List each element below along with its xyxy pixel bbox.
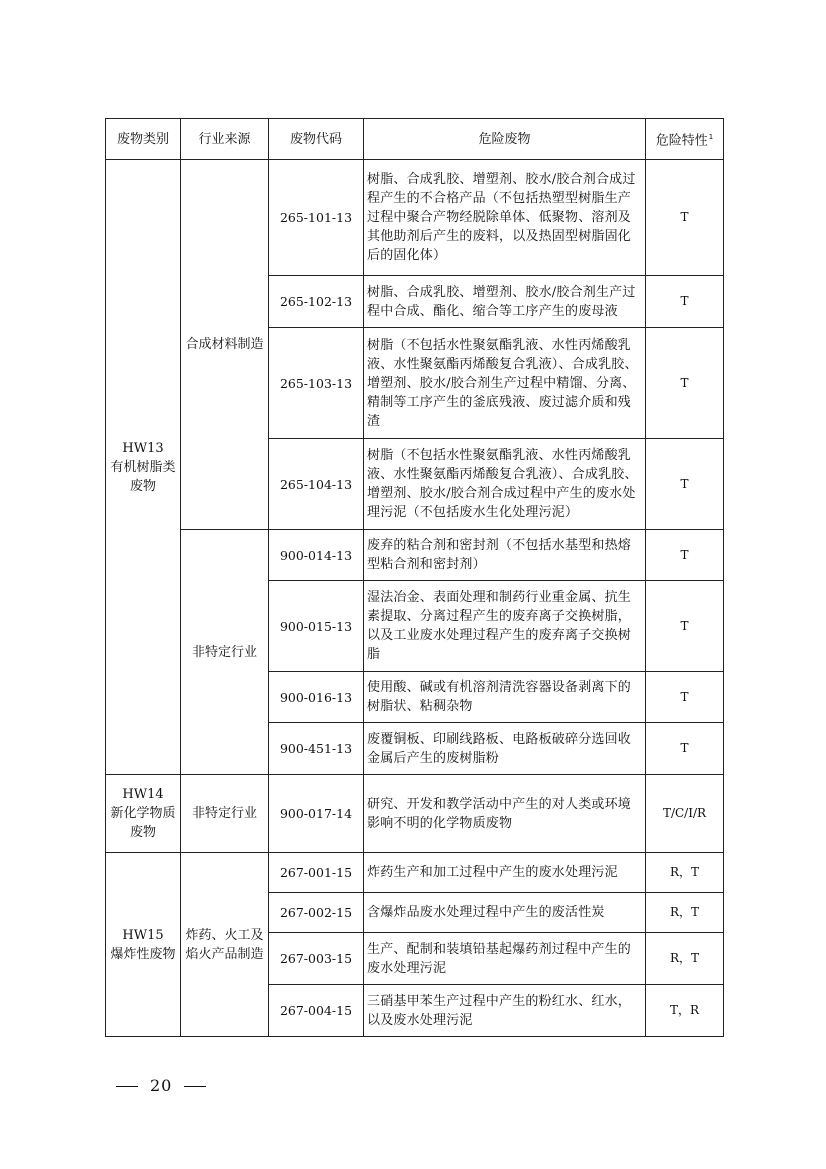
industry-cell: 合成材料制造 [181, 160, 269, 530]
header-industry: 行业来源 [181, 119, 269, 160]
waste-description: 湿法冶金、表面处理和制药行业重金属、抗生素提取、分离过程产生的废弃离子交换树脂，以及工业废水处理过程产生的废弃离子交换树脂 [364, 581, 646, 672]
waste-description: 研究、开发和教学活动中产生的对人类或环境影响不明的化学物质废物 [364, 775, 646, 853]
category-code: HW15 [122, 927, 164, 943]
header-characteristic-label: 危险特性 [655, 133, 708, 149]
header-category: 废物类别 [106, 119, 181, 160]
page-number-value: 20 [150, 1076, 173, 1095]
header-characteristic [646, 119, 724, 160]
waste-description: 使用酸、碱或有机溶剂清洗容器设备剥离下的树脂状、粘稠杂物 [364, 672, 646, 723]
hazard-characteristic: T [646, 276, 724, 328]
hazard-characteristic: T [646, 439, 724, 530]
table-header-row [106, 119, 724, 160]
hazard-characteristic: T [646, 723, 724, 775]
waste-description: 树脂、合成乳胶、增塑剂、胶水/胶合剂合成过程产生的不合格产品（不包括热塑型树脂生产过程中聚合产物经脱除单体、低聚物、溶剂及其他助剂后产生的废料，以及热固型树脂固化后的固化体） [364, 160, 646, 276]
header-waste: 危险废物 [364, 119, 646, 160]
hazard-characteristic: R，T [646, 933, 724, 985]
category-name: 有机树脂类 [110, 459, 176, 475]
header-code: 废物代码 [269, 119, 364, 160]
category-code: HW13 [122, 440, 164, 456]
waste-description: 树脂、合成乳胶、增塑剂、胶水/胶合剂生产过程中合成、酯化、缩合等工序产生的废母液 [364, 276, 646, 328]
waste-code: 265-103-13 [269, 328, 364, 439]
category-cell-hw15 [106, 853, 181, 1037]
waste-code: 267-001-15 [269, 853, 364, 893]
waste-code: 265-102-13 [269, 276, 364, 328]
waste-code: 265-101-13 [269, 160, 364, 276]
waste-code: 900-017-14 [269, 775, 364, 853]
waste-description: 生产、配制和装填铅基起爆药剂过程中产生的废水处理污泥 [364, 933, 646, 985]
footnote-marker: 1 [708, 132, 714, 141]
hazard-characteristic: T [646, 160, 724, 276]
waste-code: 900-014-13 [269, 530, 364, 581]
waste-description: 含爆炸品废水处理过程中产生的废活性炭 [364, 893, 646, 933]
hazard-characteristic: R，T [646, 893, 724, 933]
table-row [106, 530, 724, 581]
waste-code: 267-004-15 [269, 985, 364, 1037]
waste-description: 树脂（不包括水性聚氨酯乳液、水性丙烯酸乳液、水性聚氨酯丙烯酸复合乳液）、合成乳胶、增塑剂、胶水/胶合剂生产过程中精馏、分离、精制等工序产生的釜底残液、废过滤介质和残渣 [364, 328, 646, 439]
table-row [106, 853, 724, 893]
page-number-dash-right [184, 1086, 206, 1087]
category-name-cont: 废物 [129, 825, 156, 840]
table-row [106, 775, 724, 853]
category-cell-hw14 [106, 775, 181, 853]
waste-code: 900-015-13 [269, 581, 364, 672]
hazard-characteristic: T [646, 581, 724, 672]
waste-code: 265-104-13 [269, 439, 364, 530]
category-name: 新化学物质 [110, 806, 176, 821]
waste-description: 废覆铜板、印刷线路板、电路板破碎分选回收金属后产生的废树脂粉 [364, 723, 646, 775]
industry-cell: 非特定行业 [181, 530, 269, 775]
page-number-dash-left [116, 1086, 138, 1087]
waste-code: 900-016-13 [269, 672, 364, 723]
waste-description: 炸药生产和加工过程中产生的废水处理污泥 [364, 853, 646, 893]
hazard-characteristic: T [646, 672, 724, 723]
waste-code: 900-451-13 [269, 723, 364, 775]
category-cell-hw13 [106, 160, 181, 775]
waste-description: 废弃的粘合剂和密封剂（不包括水基型和热熔型粘合剂和密封剂） [364, 530, 646, 581]
hazardous-waste-table [105, 118, 724, 1037]
hazard-characteristic: T [646, 328, 724, 439]
category-name: 爆炸性废物 [110, 946, 176, 962]
waste-code: 267-003-15 [269, 933, 364, 985]
hazard-characteristic: T/C/I/R [646, 775, 724, 853]
waste-code: 267-002-15 [269, 893, 364, 933]
waste-description: 树脂（不包括水性聚氨酯乳液、水性丙烯酸乳液、水性聚氨酯丙烯酸复合乳液）、合成乳胶、增塑剂、胶水/胶合剂合成过程中产生的废水处理污泥（不包括废水生化处理污泥） [364, 439, 646, 530]
hazard-characteristic: R，T [646, 853, 724, 893]
hazard-characteristic: T [646, 530, 724, 581]
waste-description: 三硝基甲苯生产过程中产生的粉红水、红水，以及废水处理污泥 [364, 985, 646, 1037]
industry-cell: 非特定行业 [181, 775, 269, 853]
industry-cell: 炸药、火工及焰火产品制造 [181, 853, 269, 1037]
hazard-characteristic: T，R [646, 985, 724, 1037]
category-code: HW14 [122, 787, 164, 802]
category-name-cont: 废物 [129, 478, 156, 494]
page-number [116, 1076, 206, 1095]
table-row [106, 160, 724, 276]
